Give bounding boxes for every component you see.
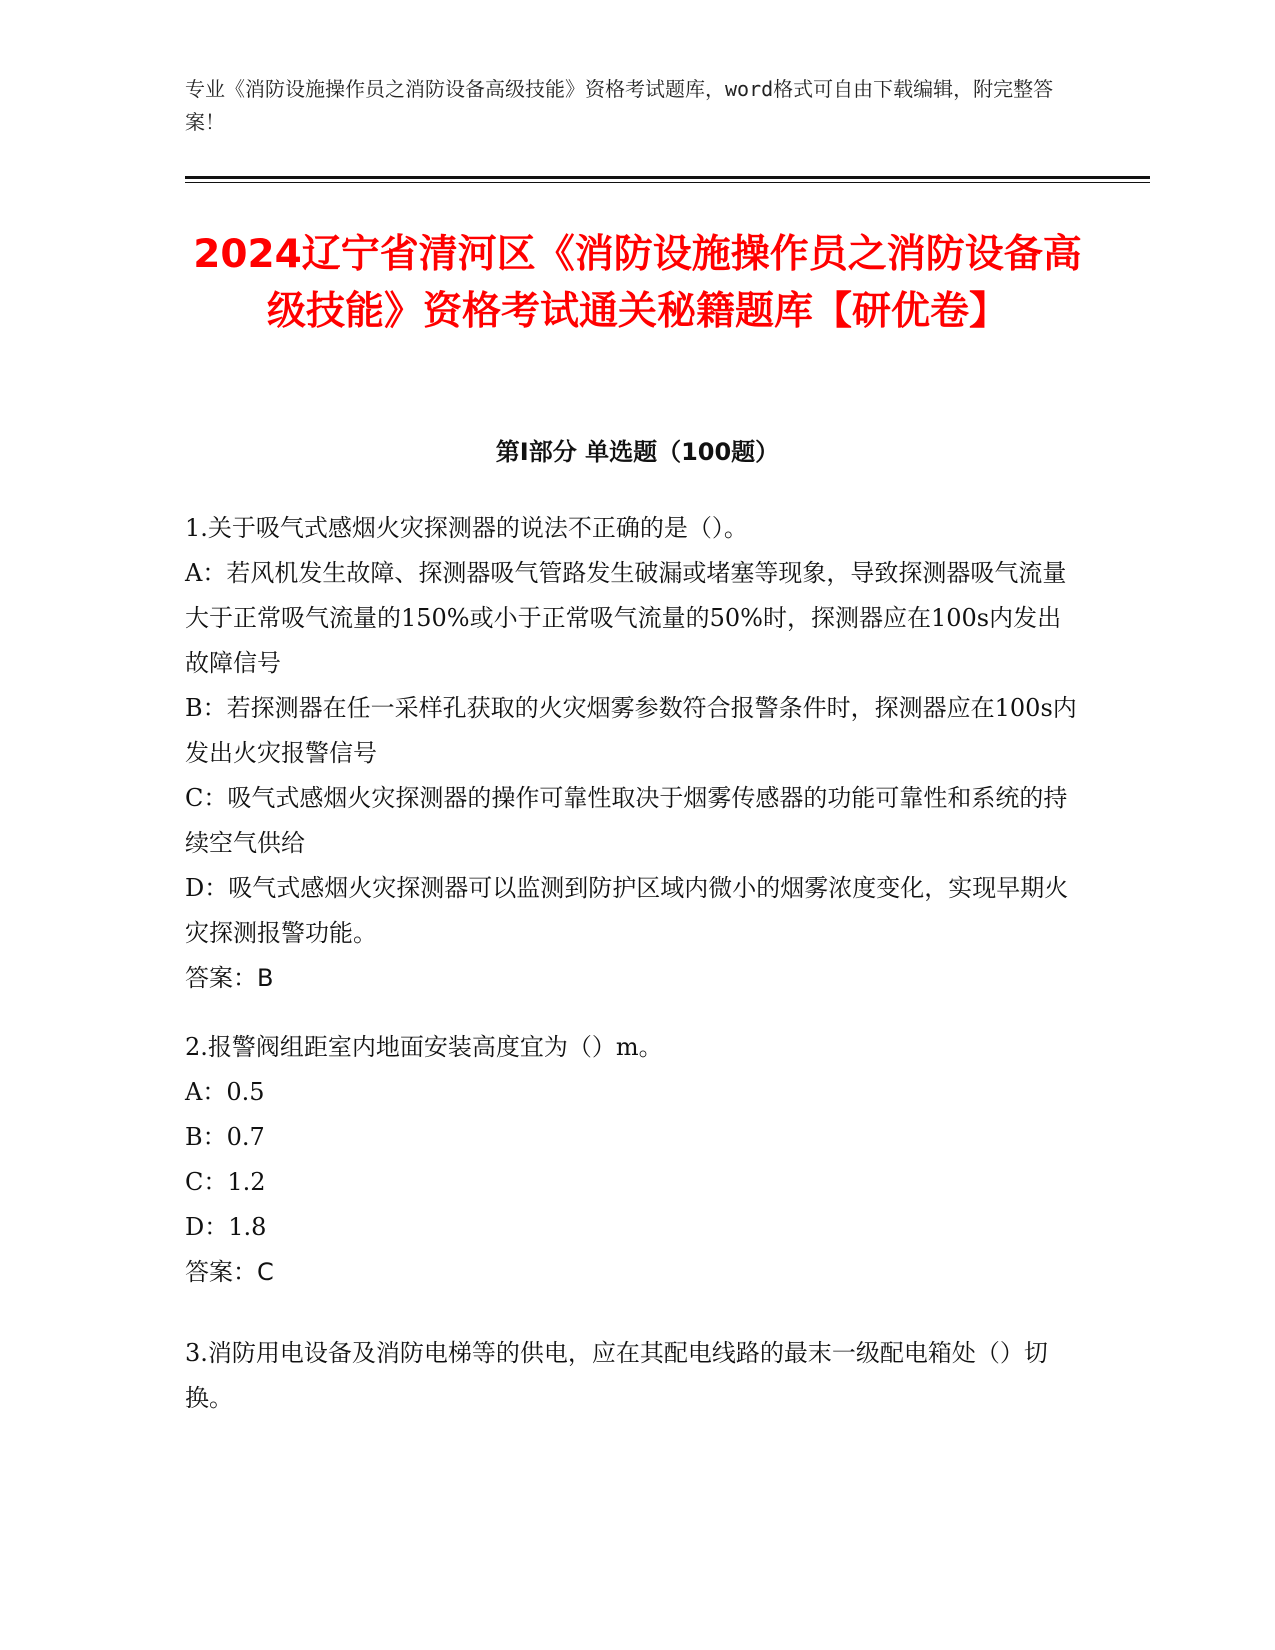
question-1 <box>185 506 1085 1001</box>
question-stem: 1.关于吸气式感烟火灾探测器的说法不正确的是（）。 <box>185 514 748 542</box>
section-heading: 第Ⅰ部分 单选题（100题） <box>495 438 780 466</box>
option-a: A：若风机发生故障、探测器吸气管路发生破漏或堵塞等现象，导致探测器吸气流量大于正常吸气流量的150%或小于正常吸气流量的50%时，探测器应在100s内发出故障信号 <box>185 559 1067 677</box>
document-title: 2024辽宁省清河区《消防设施操作员之消防设备高级技能》资格考试通关秘籍题库【研优卷】 <box>193 232 1082 334</box>
option-c: C：吸气式感烟火灾探测器的操作可靠性取决于烟雾传感器的功能可靠性和系统的持续空气供给 <box>185 784 1068 857</box>
option-b: B：0.7 <box>185 1123 265 1151</box>
option-a: A：0.5 <box>185 1078 265 1106</box>
header-rule-thin <box>185 182 1150 183</box>
header-rule-thick <box>185 176 1150 179</box>
option-d: D：吸气式感烟火灾探测器可以监测到防护区域内微小的烟雾浓度变化，实现早期火灾探测报警功能。 <box>185 874 1069 947</box>
question-stem: 2.报警阀组距室内地面安装高度宜为（）m。 <box>185 1033 663 1061</box>
answer: 答案：B <box>185 964 274 992</box>
option-b: B：若探测器在任一采样孔获取的火灾烟雾参数符合报警条件时，探测器应在100s内发出火灾报警信号 <box>185 694 1077 767</box>
option-d: D：1.8 <box>185 1213 267 1241</box>
question-3 <box>185 1331 1085 1421</box>
question-stem: 3.消防用电设备及消防电梯等的供电，应在其配电线路的最末一级配电箱处（）切换。 <box>185 1339 1048 1412</box>
answer: 答案：C <box>185 1258 274 1286</box>
option-c: C：1.2 <box>185 1168 266 1196</box>
header-note: 专业《消防设施操作员之消防设备高级技能》资格考试题库，word格式可自由下载编辑，附完整答案！ <box>185 77 1054 134</box>
question-2 <box>185 1025 1085 1295</box>
